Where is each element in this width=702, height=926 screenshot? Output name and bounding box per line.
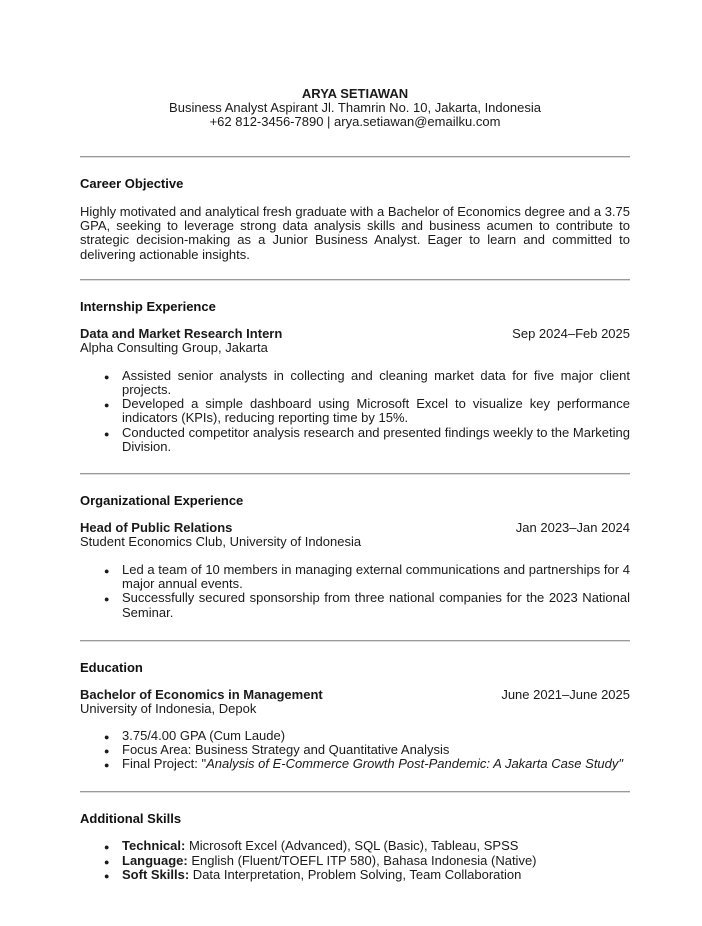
skill-text: English (Fluent/TOEFL ITP 580), Bahasa Indonesia (Native) <box>187 852 537 868</box>
career-objective-text: Highly motivated and analytical fresh graduate with a Bachelor of Economics degree and a 3.75 GPA, seeking to leverage strong data analysis skills and business acumen to contribute to strategic decision-making as a Junior Business Analyst. Eager to learn and committed to delivering actionable insights. <box>80 204 630 262</box>
candidate-contact: +62 812-3456-7890 | arya.setiawan@emailku.com <box>209 114 501 129</box>
skill-text: Data Interpretation, Problem Solving, Team Collaboration <box>189 866 522 882</box>
resume-header <box>80 87 630 129</box>
list-item: ● Successfully secured sponsorship from three national companies for the 2023 National Seminar. <box>80 591 630 619</box>
final-project-title: Analysis of E-Commerce Growth Post-Pandemic: A Jakarta Case Study <box>206 756 619 772</box>
internship-role-title: Data and Market Research Intern <box>80 325 283 341</box>
section-organizational-experience <box>80 494 630 620</box>
list-item: ● 3.75/4.00 GPA (Cum Laude) <box>80 729 630 743</box>
organizational-organization: Student Economics Club, University of Indonesia <box>80 534 362 550</box>
education-heading: Education <box>80 659 143 675</box>
list-item: ● Focus Area: Business Strategy and Quantitative Analysis <box>80 743 630 757</box>
section-divider <box>80 473 630 475</box>
final-project-suffix: " <box>618 756 624 772</box>
internship-dates: Sep 2024–Feb 2025 <box>512 325 630 341</box>
section-internship-experience <box>80 300 630 454</box>
organizational-role-title: Head of Public Relations <box>80 520 233 536</box>
organizational-dates: Jan 2023–Jan 2024 <box>515 520 630 536</box>
organizational-bullet-list <box>80 563 630 620</box>
section-divider <box>80 640 630 642</box>
education-degree: Bachelor of Economics in Management <box>80 686 323 702</box>
candidate-name: ARYA SETIAWAN <box>301 86 409 101</box>
internship-role-row <box>80 327 630 341</box>
career-objective-heading: Career Objective <box>80 176 184 191</box>
list-item-soft-skills <box>80 868 630 882</box>
skills-bullet-list <box>80 839 630 882</box>
section-education <box>80 661 630 772</box>
section-divider <box>80 791 630 793</box>
section-additional-skills <box>80 812 630 882</box>
list-item: ● Conducted competitor analysis research and presented findings weekly to the Marketing Division. <box>80 426 630 454</box>
list-item-language <box>80 854 630 868</box>
education-degree-row <box>80 688 630 702</box>
list-item: ● Assisted senior analysts in collecting and cleaning market data for five major client projects. <box>80 369 630 397</box>
organizational-role-row <box>80 521 630 535</box>
skill-label: Language: <box>122 852 188 868</box>
organizational-heading: Organizational Experience <box>80 493 244 509</box>
list-item-technical <box>80 839 630 853</box>
internship-bullet-list <box>80 369 630 454</box>
skills-heading: Additional Skills <box>80 811 182 827</box>
list-item: ● Developed a simple dashboard using Microsoft Excel to visualize key performance indicators (KPIs), reducing reporting time by 15%. <box>80 397 630 425</box>
internship-heading: Internship Experience <box>80 298 216 314</box>
section-divider <box>80 279 630 281</box>
education-bullet-list <box>80 729 630 772</box>
skill-label: Soft Skills: <box>122 866 190 882</box>
education-dates: June 2021–June 2025 <box>501 686 630 702</box>
section-career-objective <box>80 177 630 262</box>
internship-organization: Alpha Consulting Group, Jakarta <box>80 339 268 355</box>
final-project-prefix: Final Project: " <box>122 756 207 772</box>
skill-text: Microsoft Excel (Advanced), SQL (Basic), Tableau, SPSS <box>185 838 519 854</box>
education-school: University of Indonesia, Depok <box>80 700 257 716</box>
list-item: ● Led a team of 10 members in managing external communications and partnerships for 4 major annual events. <box>80 563 630 591</box>
list-item-final-project <box>80 757 630 771</box>
section-divider <box>80 156 630 158</box>
skill-label: Technical: <box>122 838 186 854</box>
candidate-title-address: Business Analyst Aspirant Jl. Thamrin No. 10, Jakarta, Indonesia <box>169 100 541 115</box>
